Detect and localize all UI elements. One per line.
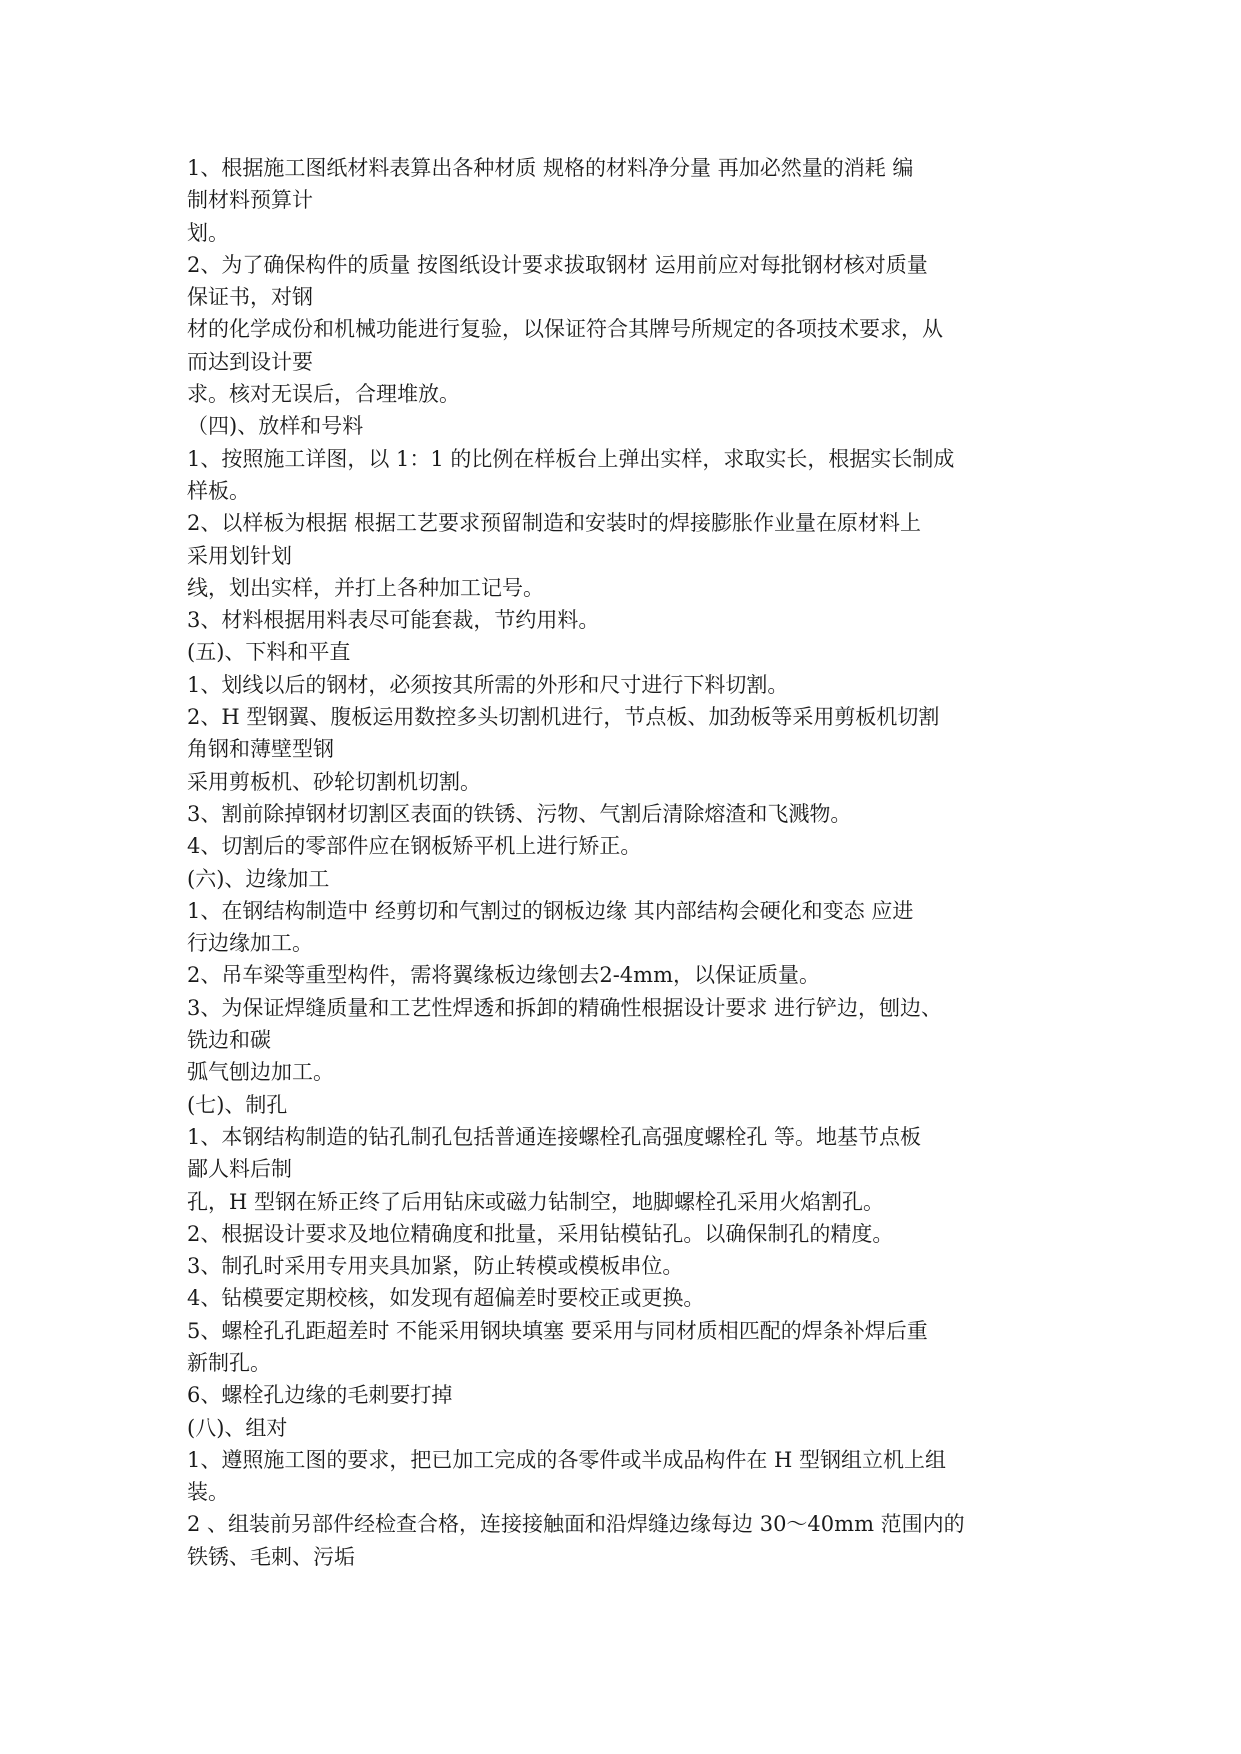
text-line: 采用划针划 (187, 543, 292, 568)
text-line: (五)、下料和平直 (187, 640, 351, 665)
text-line: 弧气刨边加工。 (187, 1060, 334, 1085)
text-line: 6、螺栓孔边缘的毛刺要打掉 (187, 1383, 453, 1408)
text-line: 2、根据设计要求及地位精确度和批量，采用钻模钻孔。以确保制孔的精度。 (187, 1221, 894, 1246)
text-line: 3、为保证焊缝质量和工艺性焊透和拆卸的精确性根据设计要求 进行铲边，刨边、 (187, 995, 943, 1020)
text-line: 鄙人料后制 (187, 1157, 292, 1182)
text-line: 铣边和碳 (187, 1028, 271, 1053)
text-line: 1、划线以后的钢材，必须按其所需的外形和尺寸进行下料切割。 (187, 672, 789, 697)
text-line: 1、本钢结构制造的钻孔制孔包括普通连接螺栓孔高强度螺栓孔 等。地基节点板 (187, 1124, 922, 1149)
text-line: 1、根据施工图纸材料表算出各种材质 规格的材料净分量 再加必然量的消耗 编 (187, 156, 914, 180)
text-line: 2、H 型钢翼、腹板运用数控多头切割机进行，节点板、加劲板等采用剪板机切割 (187, 705, 940, 730)
text-line: 4、切割后的零部件应在钢板矫平机上进行矫正。 (187, 834, 642, 859)
text-line: 行边缘加工。 (187, 931, 313, 956)
text-line: 3、材料根据用料表尽可能套裁，节约用料。 (187, 608, 600, 633)
text-line: 2、以样板为根据 根据工艺要求预留制造和安装时的焊接膨胀作业量在原材料上 (187, 511, 922, 536)
text-line: 2 、组装前另部件经检查合格，连接接触面和沿焊缝边缘每边 30～40mm 范围内的 (187, 1512, 965, 1537)
text-line: （四)、放样和号料 (187, 414, 364, 439)
text-line: 3、割前除掉钢材切割区表面的铁锈、污物、气割后清除熔渣和飞溅物。 (187, 801, 852, 826)
text-line: 铁锈、毛刺、污垢 (187, 1544, 355, 1569)
text-line: 求。核对无误后，合理堆放。 (187, 382, 460, 407)
text-line: 采用剪板机、砂轮切割机切割。 (187, 769, 481, 794)
text-line: 4、钻模要定期校核，如发现有超偏差时要校正或更换。 (187, 1286, 705, 1311)
text-line: 样板。 (187, 478, 250, 503)
text-line: 1、在钢结构制造中 经剪切和气割过的钢板边缘 其内部结构会硬化和变态 应进 (187, 898, 914, 923)
document-body-text (187, 152, 1067, 1573)
text-line: 孔，H 型钢在矫正终了后用钻床或磁力钻制空，地脚螺栓孔采用火焰割孔。 (187, 1189, 884, 1214)
text-line: 装。 (187, 1480, 229, 1505)
text-line: 制材料预算计 (187, 188, 313, 213)
text-line: (六)、边缘加工 (187, 866, 330, 891)
text-line: 材的化学成份和机械功能进行复验，以保证符合其牌号所规定的各项技术要求，从 (187, 317, 943, 342)
text-line: 5、螺栓孔孔距超差时 不能采用钢块填塞 要采用与同材质相匹配的焊条补焊后重 (187, 1318, 928, 1343)
text-line: 2、吊车梁等重型构件，需将翼缘板边缘刨去2-4mm，以保证质量。 (187, 963, 821, 988)
text-line: 1、按照施工详图，以 1：1 的比例在样板台上弹出实样，求取实长，根据实长制成 (187, 446, 955, 471)
text-line: (八)、组对 (187, 1415, 288, 1440)
text-line: 保证书，对钢 (187, 285, 313, 310)
text-line: 线，划出实样，并打上各种加工记号。 (187, 575, 544, 600)
text-line: 划。 (187, 220, 229, 245)
text-line: 1、遵照施工图的要求，把已加工完成的各零件或半成品构件在 H 型钢组立机上组 (187, 1447, 947, 1472)
text-line: 2、为了确保构件的质量 按图纸设计要求拔取钢材 运用前应对每批钢材核对质量 (187, 252, 928, 277)
text-line: 3、制孔时采用专用夹具加紧，防止转模或模板串位。 (187, 1254, 684, 1279)
text-line: (七)、制孔 (187, 1092, 288, 1117)
text-line: 而达到设计要 (187, 349, 313, 374)
text-line: 角钢和薄壁型钢 (187, 737, 334, 762)
text-line: 新制孔。 (187, 1350, 271, 1375)
